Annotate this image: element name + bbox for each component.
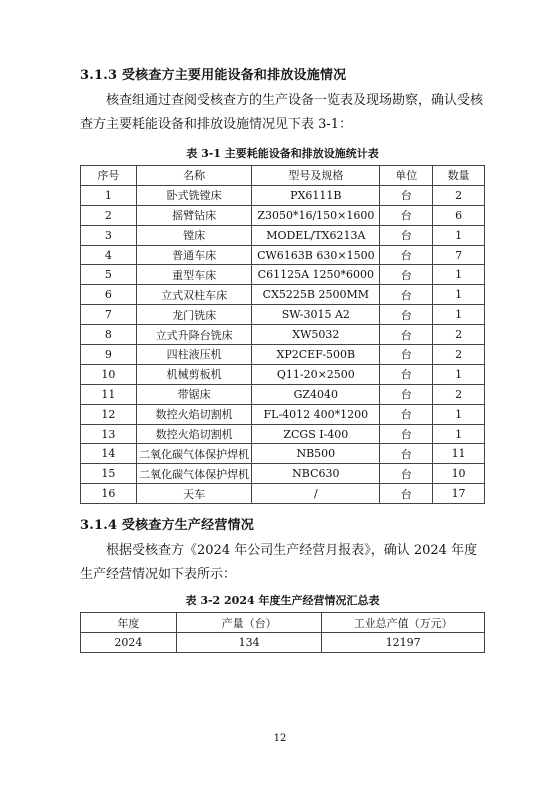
table1-cell: 台 [380,185,433,205]
table1-cell: 10 [81,364,137,384]
table1-cell: MODEL/TX6213A [252,225,380,245]
table1-cell: 1 [433,265,485,285]
table1-header-cell: 序号 [81,166,137,186]
table1-header-cell: 名称 [136,166,252,186]
section-heading-production: 3.1.4 受核查方生产经营情况 [80,518,254,533]
table-row [81,424,485,444]
table1-cell: 台 [380,384,433,404]
table1-cell: 龙门铣床 [136,305,252,325]
table1-cell: 1 [81,185,137,205]
table1-cell: 镗床 [136,225,252,245]
table1-cell: 台 [380,265,433,285]
table1-cell: 7 [81,305,137,325]
table1-cell: 二氧化碳气体保护焊机 [136,464,252,484]
table1-cell: 16 [81,484,137,504]
table2-header-cell: 产量（台） [176,613,322,633]
table1-cell: 台 [380,444,433,464]
table1-cell: 1 [433,364,485,384]
table1-cell: 7 [433,245,485,265]
table1-cell: 1 [433,285,485,305]
table-row [81,185,485,205]
table2-header-cell: 工业总产值（万元） [322,613,485,633]
table1-cell: 5 [81,265,137,285]
table-row [81,205,485,225]
table1-header-cell: 单位 [380,166,433,186]
table1-header-cell: 型号及规格 [252,166,380,186]
table1-cell: 11 [81,384,137,404]
table1-cell: FL-4012 400*1200 [252,404,380,424]
table1-cell: 台 [380,305,433,325]
table1-cell: 立式升降台铣床 [136,325,252,345]
table2-cell: 12197 [322,633,485,653]
table-row [81,384,485,404]
page-number: 12 [273,733,287,744]
table2-header-cell: 年度 [81,613,177,633]
table1-cell: CW6163B 630×1500 [252,245,380,265]
table1-cell: 带锯床 [136,384,252,404]
table-row [81,225,485,245]
table1-cell: 数控火焰切割机 [136,424,252,444]
table-row [81,404,485,424]
table1-cell: NBC630 [252,464,380,484]
table1-cell: 台 [380,205,433,225]
table1-cell: XP2CEF-500B [252,345,380,365]
table-row [81,305,485,325]
table1-cell: 9 [81,345,137,365]
table1-cell: 12 [81,404,137,424]
table1-cell: 1 [433,404,485,424]
table1-cell: 台 [380,424,433,444]
table1-header-row [81,166,485,186]
table-row [81,633,485,653]
table1-cell: 天车 [136,484,252,504]
table1-cell: GZ4040 [252,384,380,404]
table1-cell: 3 [81,225,137,245]
section-heading-equipment: 3.1.3 受核查方主要用能设备和排放设施情况 [80,68,347,83]
table1-cell: 10 [433,464,485,484]
table-row [81,364,485,384]
table-row [81,464,485,484]
table1-cell: 6 [81,285,137,305]
table1-cell: Z3050*16/150×1600 [252,205,380,225]
table1-cell: 台 [380,404,433,424]
table1-cell: 二氧化碳气体保护焊机 [136,444,252,464]
table1-cell: ZCGS I-400 [252,424,380,444]
table1-cell: 14 [81,444,137,464]
table1-cell: 2 [433,345,485,365]
table1-cell: 摇臂钻床 [136,205,252,225]
table1-cell: 数控火焰切割机 [136,404,252,424]
table1-cell: 台 [380,285,433,305]
table1-cell: 11 [433,444,485,464]
table1-cell: 台 [380,325,433,345]
table1-cell: 四柱液压机 [136,345,252,365]
table1-cell: SW-3015 A2 [252,305,380,325]
table-row [81,265,485,285]
table1-cell: 普通车床 [136,245,252,265]
table1-cell: 台 [380,484,433,504]
equipment-table [80,165,485,504]
table-row [81,285,485,305]
table2-cell: 2024 [81,633,177,653]
table1-header-cell: 数量 [433,166,485,186]
table1-cell: 台 [380,364,433,384]
table1-cell: 重型车床 [136,265,252,285]
table1-cell: 机械剪板机 [136,364,252,384]
table2-cell: 134 [176,633,322,653]
table2-caption: 表 3-2 2024 年度生产经营情况汇总表 [185,594,380,607]
table1-cell: 17 [433,484,485,504]
table-row [81,345,485,365]
table1-cell: 8 [81,325,137,345]
table-row [81,444,485,464]
table-row [81,325,485,345]
table1-cell: / [252,484,380,504]
table1-cell: 台 [380,345,433,365]
table1-cell: CX5225B 2500MM [252,285,380,305]
table1-cell: 1 [433,305,485,325]
table1-cell: 卧式铣镗床 [136,185,252,205]
table1-cell: 2 [433,325,485,345]
table1-cell: NB500 [252,444,380,464]
table1-cell: PX6111B [252,185,380,205]
table1-cell: Q11-20×2500 [252,364,380,384]
table1-cell: 6 [433,205,485,225]
table2-header-row [81,613,485,633]
table1-cell: 2 [81,205,137,225]
table1-caption: 表 3-1 主要耗能设备和排放设施统计表 [186,147,379,160]
table-row [81,245,485,265]
paragraph-production-intro: 根据受核查方《2024 年公司生产经营月报表》，确认 2024 年度生产经营情况如下表所示： [80,543,478,582]
production-table [80,612,485,653]
table1-cell: 13 [81,424,137,444]
table1-cell: XW5032 [252,325,380,345]
table1-cell: 2 [433,384,485,404]
table1-cell: 4 [81,245,137,265]
table1-cell: 台 [380,245,433,265]
table1-cell: 15 [81,464,137,484]
table1-cell: 2 [433,185,485,205]
paragraph-equipment-intro: 核查组通过查阅受核查方的生产设备一览表及现场勘察，确认受核查方主要耗能设备和排放设施情况见下表 3-1： [80,93,484,132]
table1-cell: C61125A 1250*6000 [252,265,380,285]
table1-cell: 1 [433,424,485,444]
table1-cell: 台 [380,225,433,245]
table1-cell: 立式双柱车床 [136,285,252,305]
table1-cell: 1 [433,225,485,245]
table-row [81,484,485,504]
table1-cell: 台 [380,464,433,484]
